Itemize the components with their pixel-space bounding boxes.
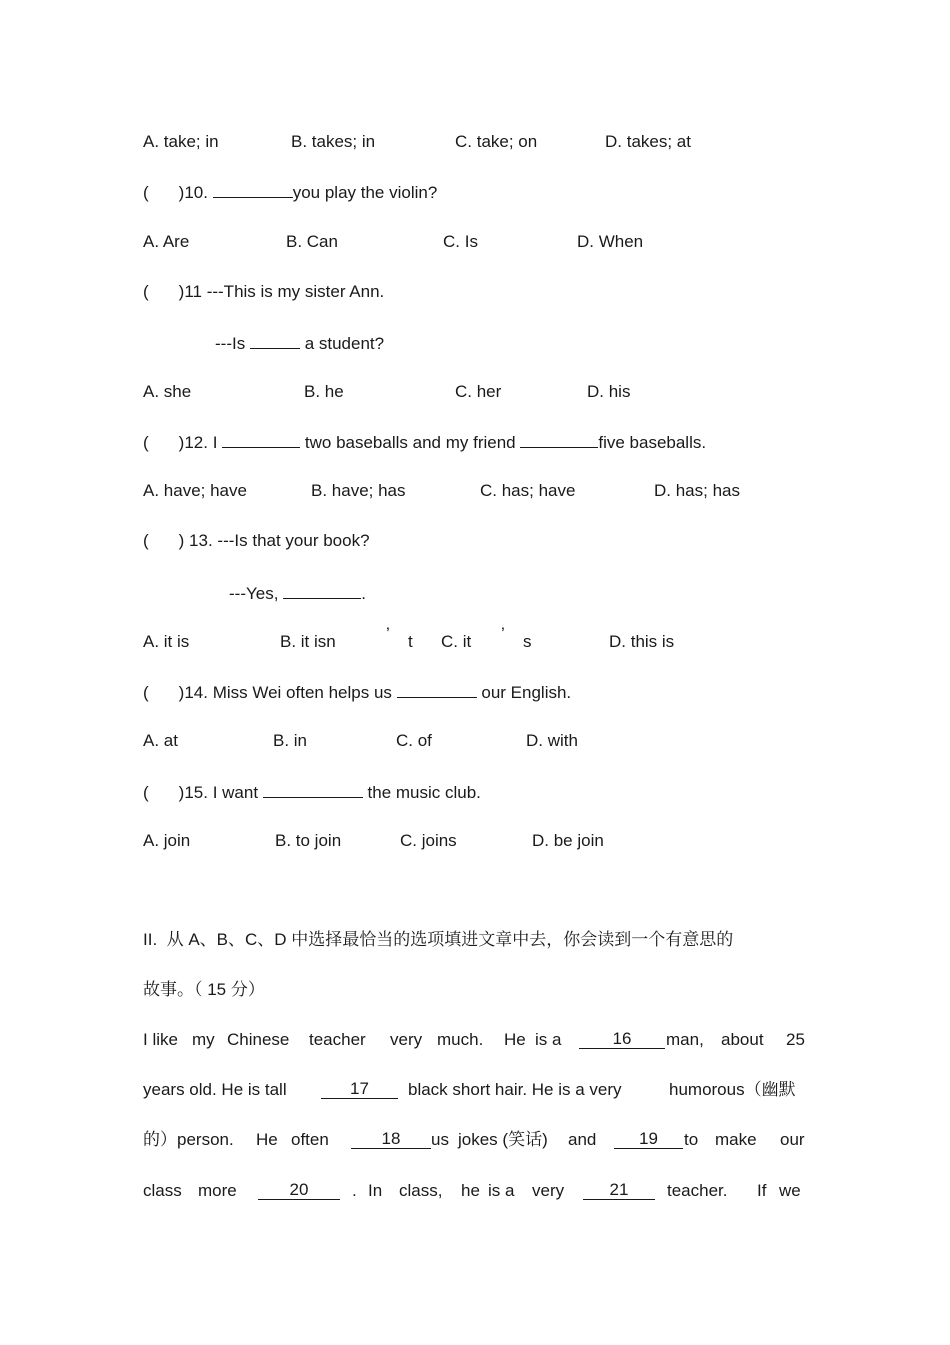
q11-option-a[interactable]: A. she <box>143 382 192 401</box>
answer-paren[interactable]: ( <box>143 683 149 702</box>
q12-option-d[interactable]: D. has; has <box>654 481 740 500</box>
q14-option-b[interactable]: B. in <box>273 731 308 750</box>
question-13-reply <box>229 582 366 604</box>
passage-word: teacher <box>309 1030 366 1049</box>
passage-word: often <box>291 1130 329 1149</box>
blank-21[interactable]: 21 <box>583 1181 655 1200</box>
passage-word: humorous（幽默 <box>669 1080 796 1099</box>
passage-word: to <box>684 1130 699 1149</box>
passage-word: we <box>779 1181 801 1200</box>
q9-option-a[interactable]: A. take; in <box>143 132 219 151</box>
passage-word: In <box>368 1181 383 1200</box>
passage-word: man, <box>666 1030 704 1049</box>
passage-word: about <box>721 1030 764 1049</box>
answer-blank[interactable] <box>397 681 477 698</box>
q9-option-b[interactable]: B. takes; in <box>291 132 376 151</box>
passage-word: class <box>143 1181 182 1200</box>
q10-option-b[interactable]: B. Can <box>286 232 338 251</box>
question-text: the music club. <box>367 783 481 802</box>
answer-paren[interactable]: ( <box>143 531 149 550</box>
blank-16[interactable]: 16 <box>579 1030 665 1049</box>
passage-word: 的）person. <box>143 1130 234 1149</box>
passage-word: black short hair. He is a very <box>408 1080 622 1099</box>
reply-text: a student? <box>304 334 385 353</box>
passage-word: our <box>780 1130 805 1149</box>
passage-word: much. <box>437 1030 484 1049</box>
q13-option-c-tail: s <box>523 632 532 651</box>
q13-option-c-apostrophe: ’ <box>501 624 505 643</box>
answer-blank[interactable] <box>263 781 363 798</box>
q13-option-b-apostrophe: ’ <box>386 624 390 643</box>
blank-19[interactable]: 19 <box>614 1130 683 1149</box>
section-heading-cont: 故事。（ 15 分） <box>143 980 265 999</box>
q14-option-d[interactable]: D. with <box>526 731 578 750</box>
passage-word: Chinese <box>227 1030 290 1049</box>
section-heading: II. 从 A、B、C、D 中选择最恰当的选项填进文章中去，你会读到一个有意思的 <box>143 930 734 949</box>
q9-option-d[interactable]: D. takes; at <box>605 132 691 151</box>
question-number: )10. <box>178 183 208 202</box>
blank-20[interactable]: 20 <box>258 1181 340 1200</box>
q11-option-b[interactable]: B. he <box>304 382 344 401</box>
question-text: five baseballs. <box>598 433 707 452</box>
q13-option-b[interactable]: B. it isn <box>280 632 336 651</box>
question-14 <box>143 681 571 703</box>
question-number: )12. I <box>178 433 218 452</box>
q12-option-b[interactable]: B. have; has <box>311 481 406 500</box>
passage-word: is a <box>488 1181 515 1200</box>
answer-blank[interactable] <box>283 582 361 599</box>
q10-option-c[interactable]: C. Is <box>443 232 478 251</box>
q14-option-a[interactable]: A. at <box>143 731 178 750</box>
blank-18[interactable]: 18 <box>351 1130 431 1149</box>
q10-option-a[interactable]: A. Are <box>143 232 190 251</box>
answer-blank[interactable] <box>520 431 598 448</box>
q15-option-a[interactable]: A. join <box>143 831 191 850</box>
q15-option-c[interactable]: C. joins <box>400 831 457 850</box>
reply-text: . <box>361 584 366 603</box>
q15-option-b[interactable]: B. to join <box>275 831 342 850</box>
question-text: two baseballs and my friend <box>304 433 516 452</box>
passage-word: class, <box>399 1181 443 1200</box>
question-text: ) 13. ---Is that your book? <box>178 531 370 550</box>
passage-word: If <box>757 1181 767 1200</box>
passage-word: very <box>532 1181 565 1200</box>
passage-word: . <box>352 1181 357 1200</box>
passage-word: he <box>461 1181 480 1200</box>
passage-word: 25 <box>786 1030 805 1049</box>
q13-option-a[interactable]: A. it is <box>143 632 190 651</box>
passage-word: years old. He is tall <box>143 1080 287 1099</box>
reply-text: ---Yes, <box>229 584 279 603</box>
passage-word: my <box>192 1030 215 1049</box>
question-10 <box>143 181 437 203</box>
passage-word: make <box>715 1130 757 1149</box>
reply-text: ---Is <box>215 334 246 353</box>
question-11 <box>143 282 384 302</box>
question-text: )14. Miss Wei often helps us <box>178 683 392 702</box>
question-text: )15. I want <box>178 783 259 802</box>
q13-option-d[interactable]: D. this is <box>609 632 675 651</box>
question-12 <box>143 431 706 453</box>
passage-word: I like <box>143 1030 178 1049</box>
answer-blank[interactable] <box>213 181 293 198</box>
q11-option-c[interactable]: C. her <box>455 382 502 401</box>
blank-17[interactable]: 17 <box>321 1080 398 1099</box>
question-15 <box>143 781 481 803</box>
q14-option-c[interactable]: C. of <box>396 731 432 750</box>
passage-word: He <box>504 1030 526 1049</box>
answer-paren[interactable]: ( <box>143 783 149 802</box>
q13-option-c[interactable]: C. it <box>441 632 472 651</box>
passage-word: more <box>198 1181 237 1200</box>
q12-option-c[interactable]: C. has; have <box>480 481 576 500</box>
question-text: you play the violin? <box>292 183 438 202</box>
q10-option-d[interactable]: D. When <box>577 232 644 251</box>
passage-word: us <box>431 1130 449 1149</box>
passage-word: jokes (笑话) <box>458 1130 548 1149</box>
q11-option-d[interactable]: D. his <box>587 382 631 401</box>
answer-blank[interactable] <box>222 431 300 448</box>
passage-word: teacher. <box>667 1181 728 1200</box>
answer-blank[interactable] <box>250 332 300 349</box>
answer-paren[interactable]: ( <box>143 183 149 202</box>
passage-word: is a <box>535 1030 562 1049</box>
passage-word: He <box>256 1130 278 1149</box>
answer-paren[interactable]: ( <box>143 433 149 452</box>
q9-option-c[interactable]: C. take; on <box>455 132 538 151</box>
passage-word: very <box>390 1030 423 1049</box>
question-text: )11 ---This is my sister Ann. <box>178 282 385 301</box>
q15-option-d[interactable]: D. be join <box>532 831 604 850</box>
passage-word: and <box>568 1130 597 1149</box>
q13-option-b-tail: t <box>408 632 413 651</box>
question-text: our English. <box>481 683 572 702</box>
question-11-reply <box>215 332 384 354</box>
q12-option-a[interactable]: A. have; have <box>143 481 247 500</box>
question-13 <box>143 531 370 551</box>
answer-paren[interactable]: ( <box>143 282 149 301</box>
